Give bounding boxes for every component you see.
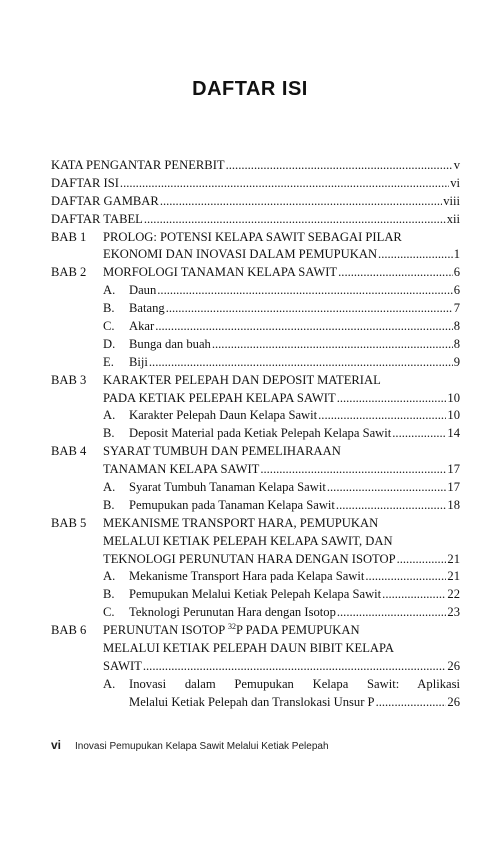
section-letter: A. <box>103 480 116 495</box>
section-letter: A. <box>103 676 116 691</box>
leader-dots <box>365 568 446 586</box>
section-title: Batang <box>129 301 165 316</box>
toc-page-number: 6 <box>453 283 460 298</box>
section-entry[interactable] <box>51 479 460 497</box>
leader-dots <box>397 551 447 569</box>
section-title: Pemupukan pada Tanaman Kelapa Sawit <box>129 497 335 512</box>
section-title: Syarat Tumbuh Tanaman Kelapa Sawit <box>129 480 326 495</box>
toc-page-number: 22 <box>447 587 460 602</box>
section-letter: A. <box>103 283 116 298</box>
toc-page-number: xii <box>446 211 460 226</box>
chapter-entry[interactable] <box>51 443 460 461</box>
toc-entry[interactable] <box>51 175 460 193</box>
section-entry-continuation[interactable] <box>51 694 460 712</box>
chapter-title-line: KARAKTER PELEPAH DAN DEPOSIT MATERIAL <box>103 372 381 387</box>
section-letter: B. <box>103 426 115 441</box>
toc-entry-title: DAFTAR ISI <box>51 175 119 190</box>
page-title: DAFTAR ISI <box>192 78 308 100</box>
section-title: Melalui Ketiak Pelepah dan Translokasi Unsur P <box>129 694 375 709</box>
leader-dots <box>155 318 453 336</box>
chapter-title-line: PADA KETIAK PELEPAH KELAPA SAWIT <box>103 390 336 405</box>
leader-dots <box>157 282 452 300</box>
leader-dots <box>327 479 447 497</box>
chapter-entry-continuation[interactable] <box>51 551 460 569</box>
leader-dots <box>120 175 449 193</box>
leader-dots <box>338 264 453 282</box>
toc-entry-title: DAFTAR TABEL <box>51 211 143 226</box>
chapter-title-line: MELALUI KETIAK PELEPAH KELAPA SAWIT, DAN <box>103 533 393 548</box>
leader-dots <box>376 694 447 712</box>
toc-page-number: 17 <box>447 462 460 477</box>
chapter-entry[interactable] <box>51 264 460 282</box>
chapter-label: BAB 1 <box>51 229 87 244</box>
chapter-label: BAB 6 <box>51 623 87 638</box>
leader-dots <box>212 336 453 354</box>
toc-page-number: 18 <box>447 497 460 512</box>
section-entry[interactable] <box>51 336 460 354</box>
section-letter: D. <box>103 336 116 351</box>
toc-page-number: vi <box>450 175 460 190</box>
section-letter: B. <box>103 587 115 602</box>
section-title: Daun <box>129 283 157 298</box>
section-entry[interactable] <box>51 407 460 425</box>
chapter-title-line: MEKANISME TRANSPORT HARA, PEMUPUKAN <box>103 515 379 530</box>
section-title: Mekanisme Transport Hara pada Kelapa Sawit <box>129 569 365 584</box>
toc-page-number: 23 <box>447 605 460 620</box>
section-letter: E. <box>103 354 114 369</box>
chapter-title-line: TEKNOLOGI PERUNUTAN HARA DENGAN ISOTOP <box>103 551 396 566</box>
section-letter: A. <box>103 569 116 584</box>
section-title: Karakter Pelepah Daun Kelapa Sawit <box>129 408 318 423</box>
leader-dots <box>166 300 453 318</box>
chapter-title-line <box>103 622 360 640</box>
page-footer <box>51 738 329 752</box>
section-title: Pemupukan Melalui Ketiak Pelepah Kelapa Sawit <box>129 587 382 602</box>
section-entry[interactable] <box>51 676 460 694</box>
section-title: Teknologi Perunutan Hara dengan Isotop <box>129 605 336 620</box>
chapter-title-line: SAWIT <box>103 658 142 673</box>
chapter-entry[interactable] <box>51 372 460 390</box>
toc-entry-title: DAFTAR GAMBAR <box>51 193 159 208</box>
toc-page-number: 14 <box>447 426 460 441</box>
chapter-entry-continuation[interactable] <box>51 658 460 676</box>
chapter-entry-continuation[interactable] <box>51 461 460 479</box>
section-title: Inovasi dalam Pemupukan Kelapa Sawit: Aplikasi <box>129 676 460 691</box>
chapter-title-line: SYARAT TUMBUH DAN PEMELIHARAAN <box>103 444 341 459</box>
section-letter: A. <box>103 408 116 423</box>
toc-page-number: 26 <box>447 694 460 709</box>
toc-page-number: 17 <box>447 480 460 495</box>
section-entry[interactable] <box>51 497 460 515</box>
toc-page-number: 9 <box>453 354 460 369</box>
chapter-entry[interactable] <box>51 515 460 533</box>
section-letter: B. <box>103 497 115 512</box>
toc-page-number: 21 <box>447 569 460 584</box>
leader-dots <box>226 157 453 175</box>
chapter-entry-continuation[interactable] <box>51 390 460 408</box>
toc-page-number: 8 <box>453 336 460 351</box>
toc-page-number: 21 <box>447 551 460 566</box>
toc-entry[interactable] <box>51 193 460 211</box>
chapter-title-line: MORFOLOGI TANAMAN KELAPA SAWIT <box>103 265 338 280</box>
toc-page-number: 7 <box>453 301 460 316</box>
toc-entry[interactable] <box>51 157 460 175</box>
chapter-entry-continuation[interactable] <box>51 533 460 551</box>
section-entry[interactable] <box>51 300 460 318</box>
chapter-entry-continuation[interactable] <box>51 640 460 658</box>
leader-dots <box>260 461 446 479</box>
chapter-title-line: EKONOMI DAN INOVASI DALAM PEMUPUKAN <box>103 247 378 262</box>
isotope-superscript: 32 <box>227 621 236 631</box>
section-title: Deposit Material pada Ketiak Pelepah Kelapa Sawit <box>129 426 392 441</box>
toc-page-number: 8 <box>453 319 460 334</box>
chapter-label: BAB 4 <box>51 444 87 459</box>
section-entry[interactable] <box>51 586 460 604</box>
chapter-title-line: TANAMAN KELAPA SAWIT <box>103 462 260 477</box>
toc-page-number: 26 <box>447 658 460 673</box>
toc-entry-title: KATA PENGANTAR PENERBIT <box>51 158 225 172</box>
toc-page-number: 10 <box>447 408 460 423</box>
section-letter: B. <box>103 301 115 316</box>
table-of-contents <box>51 157 460 712</box>
toc-page-number: 1 <box>453 247 460 262</box>
chapter-label: BAB 5 <box>51 515 87 530</box>
footer-page-number: vi <box>51 738 62 752</box>
leader-dots <box>337 390 447 408</box>
section-entry[interactable] <box>51 604 460 622</box>
section-title: Bunga dan buah <box>129 336 211 351</box>
leader-dots <box>392 425 446 443</box>
chapter-label: BAB 2 <box>51 265 87 280</box>
toc-page-number: 6 <box>453 265 460 280</box>
chapter-label: BAB 3 <box>51 372 87 387</box>
section-entry[interactable] <box>51 318 460 336</box>
toc-page-number: viii <box>443 193 460 208</box>
leader-dots <box>149 354 453 372</box>
chapter-entry-continuation[interactable] <box>51 246 460 264</box>
leader-dots <box>378 246 453 264</box>
toc-page-number: 10 <box>447 390 460 405</box>
leader-dots <box>160 193 442 211</box>
chapter-title-line: MELALUI KETIAK PELEPAH DAUN BIBIT KELAPA <box>103 641 394 656</box>
chapter-title-line: PROLOG: POTENSI KELAPA SAWIT SEBAGAI PILAR <box>103 229 402 244</box>
section-letter: C. <box>103 605 115 620</box>
chapter-entry[interactable] <box>51 622 460 640</box>
chapter-entry[interactable] <box>51 229 460 247</box>
leader-dots <box>382 586 446 604</box>
section-title: Biji <box>129 354 148 369</box>
leader-dots <box>318 407 446 425</box>
section-entry[interactable] <box>51 282 460 300</box>
chapter-title-text: P PADA PEMUPUKAN <box>235 623 360 638</box>
section-letter: C. <box>103 319 115 334</box>
section-entry[interactable] <box>51 425 460 443</box>
leader-dots <box>144 211 446 229</box>
chapter-title-text: PERUNUTAN ISOTOP <box>103 623 228 638</box>
leader-dots <box>143 658 447 676</box>
section-entry[interactable] <box>51 354 460 372</box>
section-entry[interactable] <box>51 568 460 586</box>
section-title: Akar <box>129 319 155 334</box>
running-title: Inovasi Pemupukan Kelapa Sawit Melalui Ketiak Pelepah <box>75 741 329 752</box>
toc-page-number: v <box>453 158 460 172</box>
leader-dots <box>337 604 447 622</box>
leader-dots <box>336 497 446 515</box>
toc-entry[interactable] <box>51 211 460 229</box>
